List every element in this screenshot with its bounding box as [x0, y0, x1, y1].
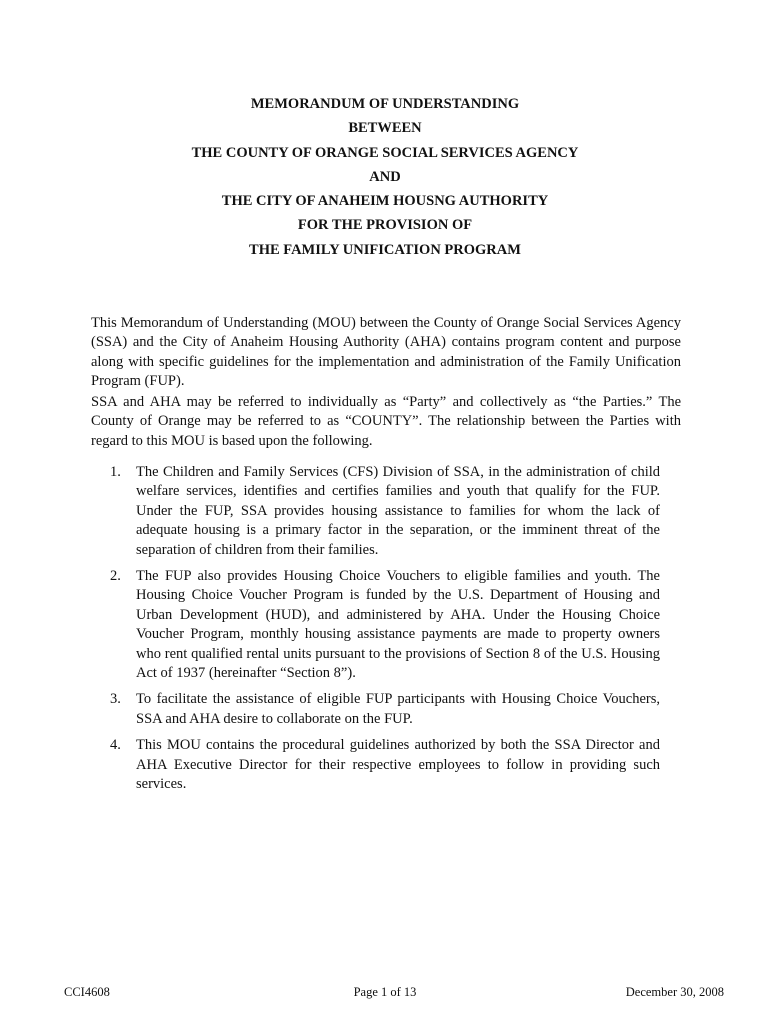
- list-item: [110, 690, 660, 729]
- list-item-number: 1.: [110, 464, 121, 480]
- list-item-number: 3.: [110, 691, 121, 708]
- list-item-number: 4.: [110, 737, 121, 754]
- title-line: THE COUNTY OF ORANGE SOCIAL SERVICES AGENCY: [191, 144, 579, 161]
- title-line: THE CITY OF ANAHEIM HOUSNG AUTHORITY: [221, 193, 549, 210]
- list-item-text: The FUP also provides Housing Choice Vouchers to eligible families and youth. The Housing Choice Voucher Program is funded by the U.S. Department of Housing and Urban Development (HUD), and administered by AHA. Under the Housing Choice Voucher Program, monthly housing assistance payments are made to property owners who rent qualified rental units pursuant to the provisions of Section 8 of the U.S. Housing Act of 1937 (hereinafter “Section 8”).: [136, 568, 660, 682]
- footer-page-number: Page 1 of 13: [353, 985, 417, 999]
- list-item-text: This MOU contains the procedural guidelines authorized by both the SSA Director and AHA Executive Director for their respective employees to follow in providing such services.: [136, 737, 660, 793]
- page-footer: [0, 985, 770, 1005]
- title-line: BETWEEN: [348, 120, 422, 137]
- title-line: FOR THE PROVISION OF: [297, 217, 473, 234]
- intro-paragraph: This Memorandum of Understanding (MOU) between the County of Orange Social Services Agency (SSA) and the City of Anaheim Housing Authority (AHA) contains program content and purpose along with specific guidelines for the implementation and administration of the Family Unification Program (FUP).: [91, 315, 681, 390]
- list-item: [110, 567, 660, 683]
- footer-doc-id: CCI4608: [64, 985, 110, 999]
- numbered-list: [110, 463, 660, 802]
- document-title: [0, 92, 770, 262]
- title-line: THE FAMILY UNIFICATION PROGRAM: [249, 241, 521, 258]
- title-line: MEMORANDUM OF UNDERSTANDING: [250, 96, 520, 112]
- list-item-text: To facilitate the assistance of eligible FUP participants with Housing Choice Vouchers, SSA and AHA desire to collaborate on the FUP.: [136, 691, 660, 727]
- list-item: [110, 463, 660, 560]
- list-item-number: 2.: [110, 568, 121, 585]
- list-item-text: The Children and Family Services (CFS) Division of SSA, in the administration of child welfare services, identifies and certifies families and youth that qualify for the FUP. Under the FUP, SSA provides housing assistance to families for whom the lack of adequate housing is a primary factor in the separation, or the imminent threat of the separation of children from their families.: [136, 464, 660, 558]
- title-line: AND: [369, 168, 401, 185]
- parties-paragraph: SSA and AHA may be referred to individually as “Party” and collectively as “the Parties.” The County of Orange may be referred to as “COUNTY”. The relationship between the Parties with regard to this MOU is based upon the following.: [91, 394, 681, 449]
- list-item: [110, 736, 660, 794]
- footer-date: December 30, 2008: [625, 985, 724, 999]
